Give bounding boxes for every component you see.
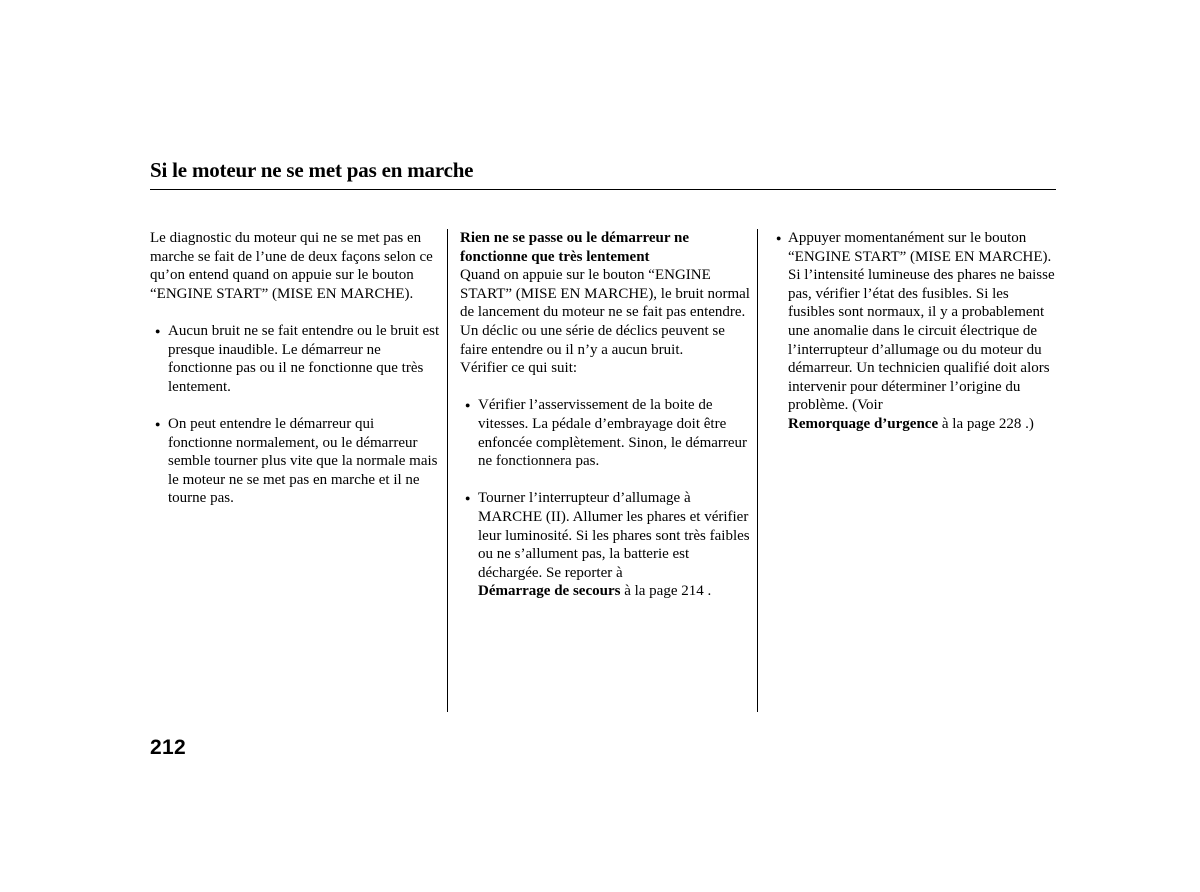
list-item-text: Vérifier l’asservissement de la boite de vitesses. La pédale d’embrayage doit être enfoncée complètement. Sinon, le démarreur ne fonctionnera pas. <box>478 397 748 470</box>
list-item-text: Tourner l’interrupteur d’allumage à MARCHE (II). Allumer les phares et vérifier leur luminosité. Si les phares sont très faibles ou ne s’allument pas, la batterie est déchargée. Se reporter à <box>478 490 750 581</box>
column-divider <box>757 229 758 712</box>
section-subheading: Rien ne se passe ou le démarreur ne fonctionne que très lentement <box>460 230 690 265</box>
column-2 <box>460 229 752 601</box>
column-divider <box>447 229 448 712</box>
list-item-text: On peut entendre le démarreur qui fonctionne normalement, ou le démarreur semble tourner plus vite que la normale mais le moteur ne se met pas en marche et il ne tourne pas. <box>168 415 438 507</box>
check-intro: Vérifier ce qui suit: <box>460 360 578 377</box>
list-item-text: Aucun bruit ne se fait entendre ou le bruit est presque inaudible. Le démarreur ne fonctionne pas ou il ne fonctionne que très lentement. <box>168 322 440 395</box>
list-item <box>460 489 752 601</box>
cross-reference-link[interactable]: Remorquage d’urgence <box>788 415 939 432</box>
page-reference: à la page 214 . <box>620 583 712 600</box>
bullet-icon: ● <box>155 325 161 336</box>
bullet-icon: ● <box>155 418 161 429</box>
list-item <box>150 415 440 508</box>
column-3 <box>776 229 1058 434</box>
bullet-icon: ● <box>465 400 471 411</box>
cross-reference-link[interactable]: Démarrage de secours <box>478 583 621 600</box>
page-title: Si le moteur ne se met pas en marche <box>150 158 474 182</box>
column-1 <box>150 229 440 508</box>
list-item-text: Appuyer momentanément sur le bouton “ENGINE START” (MISE EN MARCHE). Si l’intensité lumineuse des phares ne baisse pas, vérifier l’état des fusibles. Si les fusibles sont normaux, il y a probablement une anomalie dans le circuit électrique de l’interrupteur d’allumage ou du moteur du démarreur. Un technicien qualifié doit alors intervenir pour déterminer l’origine du problème. (Voir <box>788 230 1055 414</box>
page-number: 212 <box>150 736 186 759</box>
list-item <box>460 396 752 470</box>
bullet-icon: ● <box>465 493 471 504</box>
bullet-icon: ● <box>776 233 782 243</box>
page-reference: à la page 228 .) <box>938 415 1034 432</box>
intro-paragraph: Le diagnostic du moteur qui ne se met pas en marche se fait de l’une de deux façons selon ce qu’on entend quand on appuie sur le bouton “ENGINE START” (MISE EN MARCHE). <box>150 230 433 302</box>
title-rule <box>150 189 1056 190</box>
list-item <box>776 229 1058 434</box>
body-paragraph: Quand on appuie sur le bouton “ENGINE START” (MISE EN MARCHE), le bruit normal de lancement du moteur ne se fait pas entendre. Un déclic ou une série de déclics peuvent se faire entendre ou il n’y a aucun bruit. <box>460 267 750 358</box>
list-item <box>150 322 440 396</box>
